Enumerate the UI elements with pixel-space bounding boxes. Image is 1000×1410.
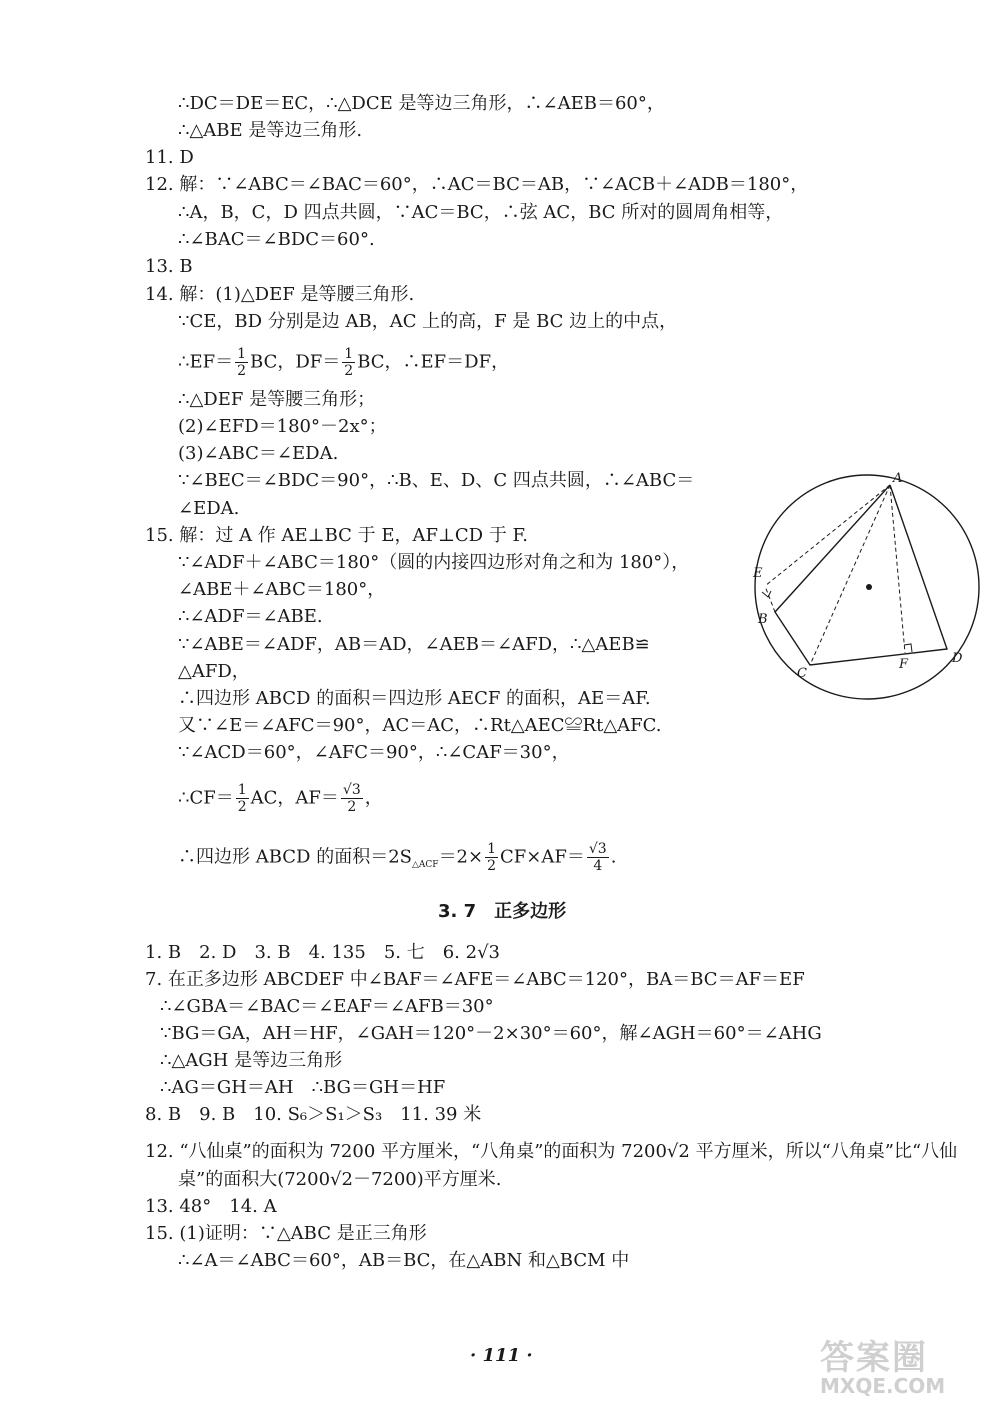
section-title: 3. 7 正多边形 [438,901,567,922]
text-line: △AFD， [178,661,250,682]
text-line: ∵∠BEC＝∠BDC＝90°，∴B、E、D、C 四点共圆，∴∠ABC＝ [178,470,695,491]
watermark-url: MXQE.COM [820,1374,946,1398]
cyclic-quadrilateral-figure [745,465,985,725]
text-line: ∵∠ABE＝∠ADF，AB＝AD，∠AEB＝∠AFD，∴△AEB≌ [178,634,650,655]
text-line: ∴△DEF 是等腰三角形； [178,389,376,410]
label-E: E [753,566,763,581]
text-line: 12. “八仙桌”的面积为 7200 平方厘米，“八角桌”的面积为 7200√2 平方厘米，所以“八角桌”比“八仙 [145,1141,958,1162]
text-line: ∴△AGH 是等边三角形 [160,1050,343,1071]
fraction-numerator: √3 [588,841,607,857]
text-line: ∵CE，BD 分别是边 AB，AC 上的高，F 是 BC 边上的中点， [178,311,678,332]
perpendicular-AF [890,485,905,653]
fraction-numerator: 1 [487,841,497,857]
text-line: 15. 解：过 A 作 AE⊥BC 于 E，AF⊥CD 于 F. [145,525,528,546]
text-line: 7. 在正多边形 ABCDEF 中∠BAF＝∠AFE＝∠ABC＝120°，BA＝BC＝AF＝EF [145,969,805,990]
fraction [587,841,609,874]
formula-text: ∴四边形 ABCD 的面积＝2S [178,846,412,868]
fraction-denominator: 4 [593,858,603,874]
formula-text: BC，∴EF＝DF， [357,351,510,373]
watermark-brand: 答案圈 [820,1338,928,1378]
fraction-denominator: 2 [344,363,354,379]
fraction-numerator: 1 [237,782,247,798]
fraction [236,782,249,815]
text-line: (2)∠EFD＝180°－2x°； [178,416,387,437]
right-angle-mark-F [904,644,912,652]
text-line: ∴DC＝DE＝EC，∴△DCE 是等边三角形，∴∠AEB＝60°， [178,93,665,114]
subscript: △ACF [412,860,439,871]
quadrilateral [775,485,947,665]
text-line: 桌”的面积大(7200√2－7200)平方厘米. [178,1169,502,1190]
fraction-denominator: 2 [237,799,247,815]
text-line: ∠ABE＋∠ABC＝180°， [178,579,386,600]
fraction [235,346,248,379]
formula-text: AC，AF＝ [250,787,339,809]
formula-text: ＝2× [438,846,484,868]
fraction [342,346,355,379]
fraction-denominator: 2 [347,799,357,815]
text-line: 15. (1)证明：∵△ABC 是正三角形 [145,1223,427,1244]
text-line: ∴∠A＝∠ABC＝60°，AB＝BC，在△ABN 和△BCM 中 [178,1250,630,1271]
formula-text: ， [364,787,383,809]
label-C: C [797,666,807,681]
text-line: ∴∠ADF＝∠ABE. [178,606,323,627]
formula-line [178,841,616,876]
page-number: · 111 · [470,1345,533,1366]
diagonal-AC [810,485,890,665]
label-F: F [899,657,909,672]
extension-BE [765,586,775,612]
answer-line: 13. B [145,256,193,277]
text-line: 又∵∠E＝∠AFC＝90°，AC＝AC，∴Rt△AEC≌Rt△AFC. [178,715,662,736]
center-point [866,584,872,590]
text-line: ∠EDA. [178,498,240,519]
perpendicular-AE [765,485,890,586]
text-line: ∵∠ADF＋∠ABC＝180°（圆的内接四边形对角之和为 180°）， [178,552,690,573]
fraction [485,841,498,874]
fraction-denominator: 2 [237,363,247,379]
fraction-numerator: 1 [344,346,354,362]
formula-text: . [610,846,617,868]
formula-text: CF×AF＝ [500,846,585,868]
answer-line: 8. B 9. B 10. S₆＞S₁＞S₃ 11. 39 米 [145,1104,482,1125]
label-A: A [893,471,903,486]
formula-text: BC，DF＝ [250,351,341,373]
label-B: B [758,612,768,627]
answer-line: 1. B 2. D 3. B 4. 135 5. 七 6. 2√3 [145,942,500,963]
text-line: 12. 解：∵∠ABC＝∠BAC＝60°，∴AC＝BC＝AB，∵∠ACB＋∠ADB＝180°， [145,174,809,195]
fraction-numerator: √3 [342,782,361,798]
text-line: ∵BG＝GA，AH＝HF，∠GAH＝120°－2×30°＝60°，解∠AGH＝60°＝∠AHG [160,1023,822,1044]
formula-text: ∴EF＝ [178,351,234,373]
text-line: ∴A，B，C，D 四点共圆，∵AC＝BC，∴弦 AC，BC 所对的圆周角相等， [178,202,784,223]
text-line: ∵∠ACD＝60°，∠AFC＝90°，∴∠CAF＝30°， [178,742,570,763]
fraction-denominator: 2 [487,858,497,874]
text-line: ∴∠GBA＝∠BAC＝∠EAF＝∠AFB＝30° [160,996,494,1017]
text-line: ∴AG＝GH＝AH ∴BG＝GH＝HF [160,1077,446,1098]
formula-text: ∴CF＝ [178,787,234,809]
formula-line [178,346,509,379]
formula-line [178,782,383,815]
answer-line: 11. D [145,147,194,168]
fraction-numerator: 1 [237,346,247,362]
text-line: ∴∠BAC＝∠BDC＝60°. [178,229,375,250]
right-angle-mark-E [762,591,771,597]
text-line: ∴△ABE 是等边三角形. [178,120,363,141]
answer-line: 13. 48° 14. A [145,1196,277,1217]
watermark [820,1330,992,1402]
text-line: 14. 解：(1)△DEF 是等腰三角形. [145,284,415,305]
label-D: D [952,651,963,666]
fraction [341,782,363,815]
text-line: ∴四边形 ABCD 的面积＝四边形 AECF 的面积，AE＝AF. [178,688,651,709]
text-line: (3)∠ABC＝∠EDA. [178,443,339,464]
